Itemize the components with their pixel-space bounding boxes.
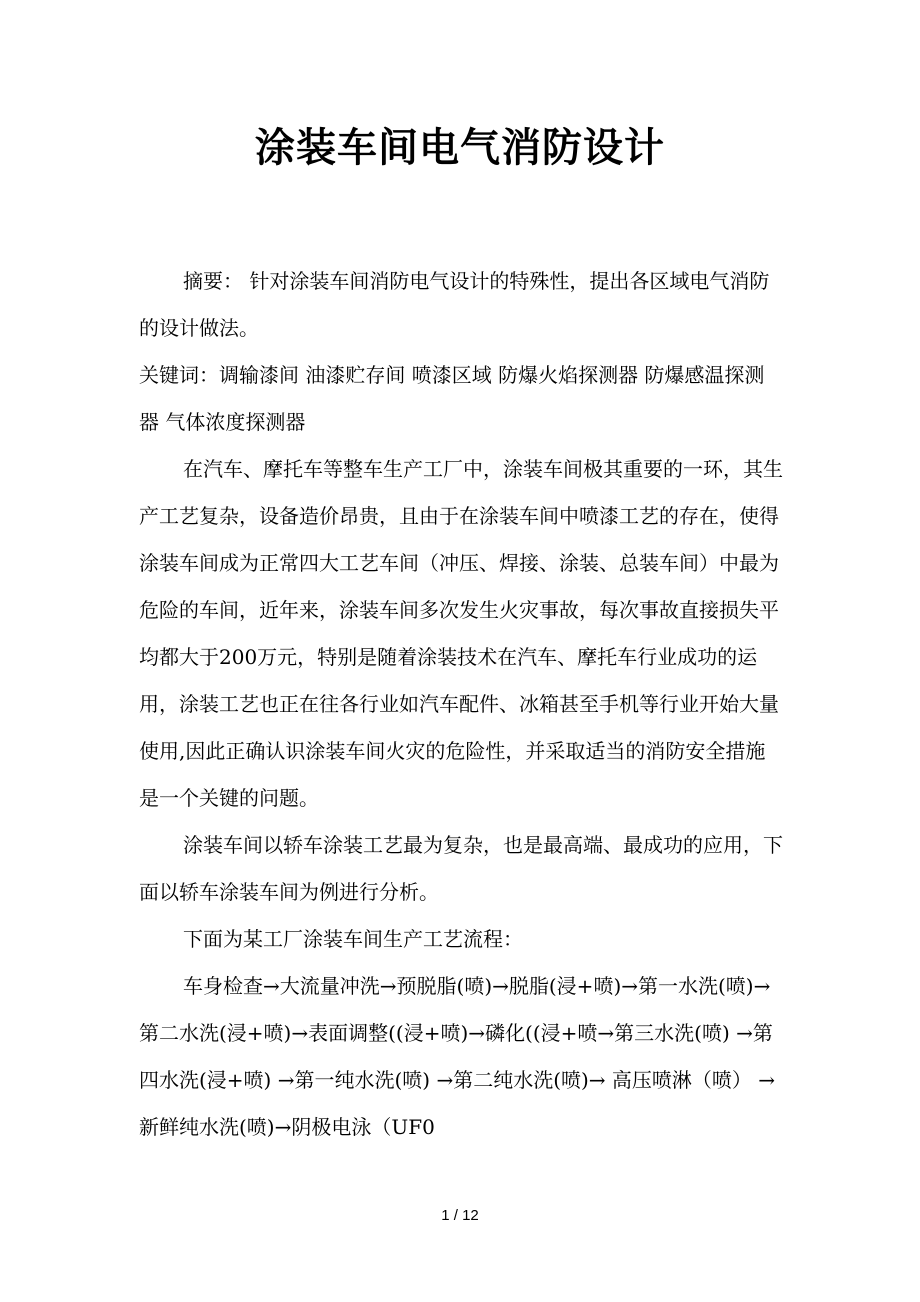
document-title: 涂装车间电气消防设计 <box>255 125 665 171</box>
document-body <box>139 258 784 1151</box>
process-flow-paragraph: 车身检查→大流量冲洗→预脱脂(喷)→脱脂(浸+喷)→第一水洗(喷)→第二水洗(浸+喷)→表面调整((浸+喷)→磷化((浸+喷→第三水洗(喷) →第四水洗(浸+喷) →第一纯水洗(喷) →第二纯水洗(喷)→ 高压喷淋（喷） →新鲜纯水洗(喷)→阴极电泳（UF0 <box>139 974 776 1139</box>
keywords-paragraph: 关键词：调输漆间 油漆贮存间 喷漆区域 防爆火焰探测器 防爆感温探测器 气体浓度探测器 <box>139 363 765 434</box>
body-paragraph-2: 涂装车间以轿车涂装工艺最为复杂，也是最高端、最成功的应用，下面以轿车涂装车间为例进行分析。 <box>139 833 783 904</box>
body-paragraph-1: 在汽车、摩托车等整车生产工厂中，涂装车间极其重要的一环，其生产工艺复杂，设备造价昂贵，且由于在涂装车间中喷漆工艺的存在，使得涂装车间成为正常四大工艺车间（冲压、焊接、涂装、总装车间）中最为危险的车间，近年来，涂装车间多次发生火灾事故，每次事故直接损失平均都大于200万元，特别是随着涂装技术在汽车、摩托车行业成功的运用，涂装工艺也正在往各行业如汽车配件、冰箱甚至手机等行业开始大量使用,因此正确认识涂装车间火灾的危险性，并采取适当的消防安全措施是一个关键的问题。 <box>139 457 783 810</box>
page-number: 1 / 12 <box>441 1207 479 1224</box>
body-paragraph-3: 下面为某工厂涂装车间生产工艺流程： <box>183 927 523 951</box>
abstract-paragraph: 摘要： 针对涂装车间消防电气设计的特殊性，提出各区域电气消防的设计做法。 <box>139 269 770 340</box>
